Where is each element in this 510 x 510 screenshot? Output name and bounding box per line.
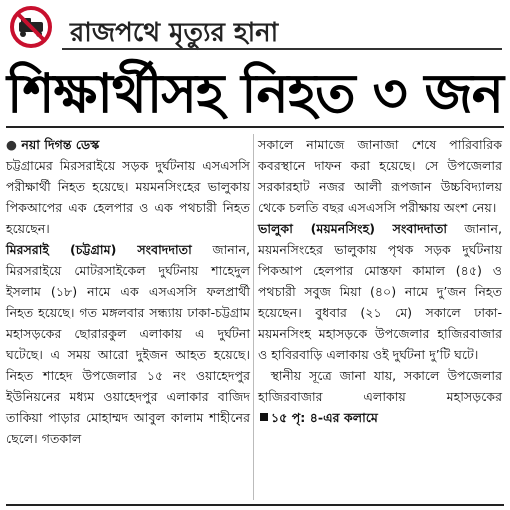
dateline-bhaluka: ভালুকা (ময়মনসিংহ) সংবাদদাতা — [258, 221, 448, 236]
intro-paragraph: চট্টগ্রামের মিরসরাইয়ে সড়ক দুর্ঘটনায় এসএসসি পরীক্ষার্থী নিহত হয়েছে। ময়মনসিংহের ভালুকায় পিকআপের এক হেলপার ও এক পথচারী নিহত হয়েছেন। — [6, 158, 250, 236]
right-column — [258, 134, 502, 428]
kicker-underline — [62, 48, 502, 50]
byline-text: নয়া দিগন্ত ডেস্ক — [21, 137, 100, 152]
kicker-title: রাজপথে মৃত্যুর হানা — [70, 18, 279, 48]
mirsarai-paragraph — [6, 239, 250, 449]
jump-reference[interactable] — [258, 410, 378, 425]
byline — [6, 134, 250, 155]
bhaluka-body: জানান, ময়মনসিংহের ভালুকায় পৃথক সড়ক দুর্ঘটনায় পিকআপ হেলপার মোস্তফা কামাল (৪৫) ও পথচারী সবুজ মিয়া (৪০) নামে দু’জন নিহত হয়েছেন। বুধবার (২১ মে) সকালে ঢাকা-ময়মনসিংহ মহাসড়কে উপজেলার হাজিরবাজার ও হাবিরবাড়ি এলাকায় ওই দুর্ঘটনা দু’টি ঘটে। — [258, 221, 502, 362]
continuation-paragraph: সকালে নামাজে জানাজা শেষে পারিবারিক কবরস্থানে দাফন করা হয়েছে। সে উপজেলার সরকারহাট নজর আলী রূপজান উচ্চবিদ্যালয় থেকে চলতি বছর এসএসসি পরীক্ষায় অংশ নেয়। — [258, 137, 502, 215]
closing-paragraph — [258, 365, 502, 428]
mirsarai-body: জানান, মিরসরাইয়ে মোটরসাইকেল দুর্ঘটনায় শাহেদুল ইসলাম (১৮) নামে এক এসএসসি ফলপ্রার্থী নিহত হয়েছে। গত মঙ্গলবার সন্ধ্যায় ঢাকা-চট্টগ্রাম মহাসড়কের ছোরারকুল এলাকায় এ দুর্ঘটনা ঘটেছে। এ সময় আরো দুইজন আহত হয়েছে। নিহত শাহেদ উপজেলার ১৫ নং ওয়াহেদপুর ইউনিয়নের মধ্যম ওয়াহেদপুর এলাকার বাজিদ তাকিয়া পাড়ার মোহাম্মদ আবুল কালাম শাহীনের ছেলে। গতকাল — [6, 242, 250, 446]
dateline-mirsarai: মিরসরাই (চট্টগ্রাম) সংবাদদাতা — [6, 242, 192, 257]
jump-text: ১৫ পৃ: ৪-এর কলামে — [271, 410, 378, 425]
left-column — [6, 134, 250, 449]
bhaluka-paragraph — [258, 218, 502, 365]
headline: শিক্ষার্থীসহ নিহত ৩ জন — [7, 62, 503, 125]
bottom-rule — [6, 504, 504, 506]
jump-square-icon — [260, 413, 268, 421]
headline-rule — [6, 126, 504, 128]
closing-text: স্থানীয় সূত্রে জানা যায়, সকালে উপজেলার হাজিরবাজার এলাকায় মহাসড়কের — [258, 368, 502, 404]
bullet-icon: ● — [6, 137, 22, 152]
column-divider — [253, 134, 254, 500]
kicker-banner — [4, 2, 506, 52]
road-accident-logo-icon — [10, 6, 52, 48]
